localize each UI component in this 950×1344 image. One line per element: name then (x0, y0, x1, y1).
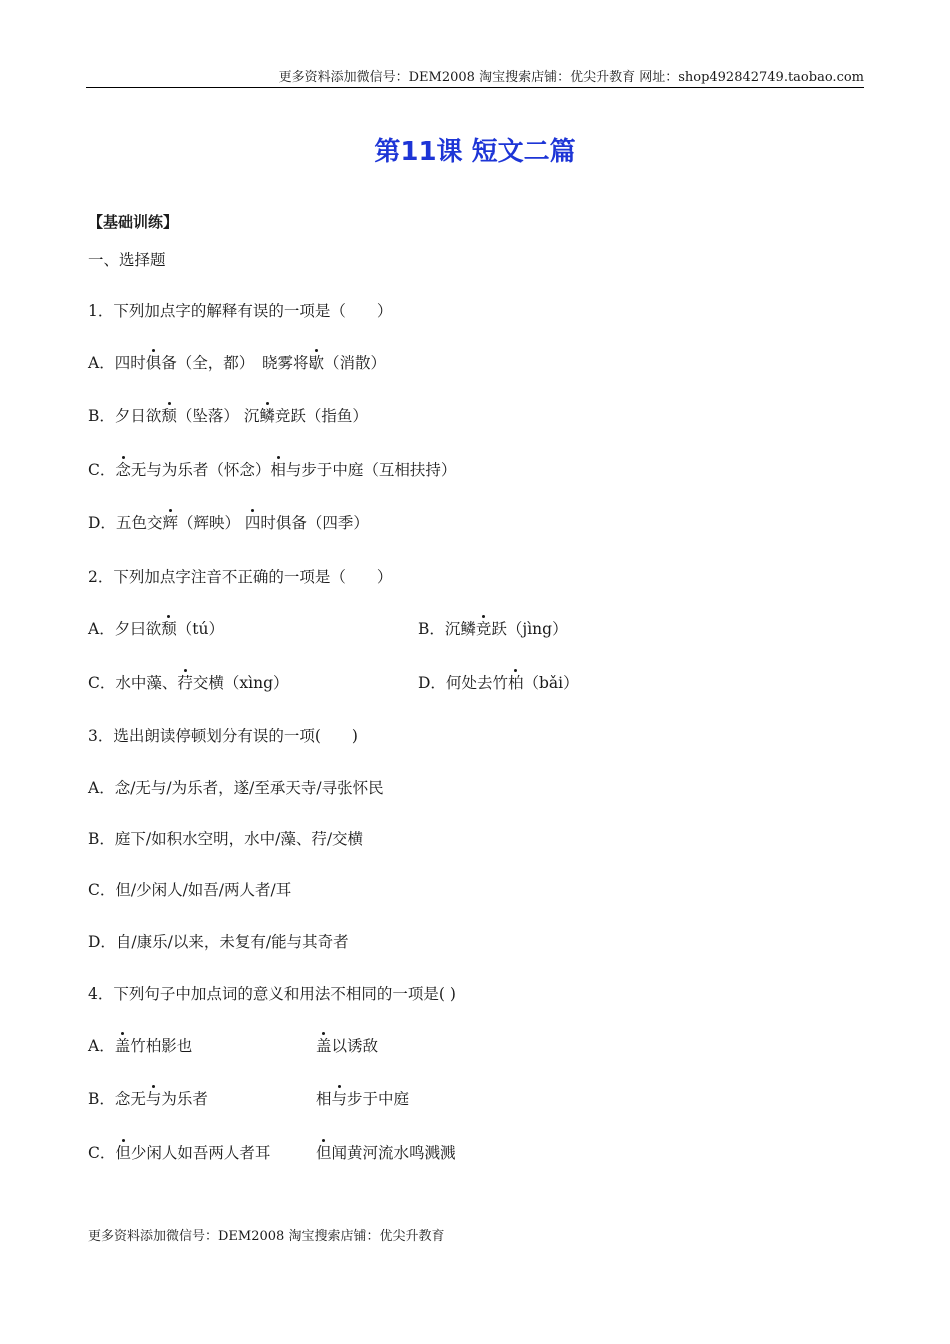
dotted-char: 与 (145, 1090, 162, 1108)
lesson-title: 第11课 短文二篇 (374, 137, 576, 167)
dotted-char: 但 (316, 1144, 332, 1162)
q3-option-a[interactable]: A．念/无与/为乐者，遂/至承天寺/寻张怀民 (88, 779, 384, 797)
q4-stem: 4．下列句子中加点词的意义和用法不相同的一项是( ) (88, 985, 456, 1003)
dotted-char: 颓 (161, 407, 177, 425)
option-letter: A． (88, 620, 115, 638)
q2-option-c[interactable]: C．水中藻、荇交横（xìng） (88, 674, 289, 692)
q4-option-a-second: 盖以诱敌 (316, 1037, 379, 1055)
page-footer: 更多资料添加微信号：DEM2008 淘宝搜索店铺：优尖升教育 (88, 1229, 445, 1244)
dotted-char: 念 (115, 461, 131, 479)
dotted-char: 颓 (161, 620, 177, 638)
q1-option-a[interactable]: A．四时俱备（全，都） 晓雾将歇（消散） (88, 354, 387, 372)
dotted-char: 盖 (114, 1037, 131, 1055)
q4-option-b[interactable]: B．念无与为乐者 (88, 1090, 208, 1108)
dotted-char: 柏 (507, 674, 524, 692)
q4-option-a[interactable]: A．盖竹柏影也 (88, 1037, 193, 1055)
q3-option-b[interactable]: B．庭下/如积水空明，水中/藻、荇/交横 (88, 830, 364, 848)
option-letter: A． (88, 1037, 115, 1055)
q2-option-a[interactable]: A．夕曰欲颓（tú） (88, 620, 224, 638)
q4-option-c[interactable]: C．但少闲人如吾两人者耳 (88, 1144, 271, 1162)
dotted-char: 相 (270, 461, 286, 479)
part-heading: 一、选择题 (88, 251, 166, 269)
q2-option-d[interactable]: D．何处去竹柏（bǎi） (418, 674, 579, 692)
q3-stem: 3．选出朗读停顿划分有误的一项( ) (88, 727, 358, 745)
q4-option-b-second: 相与步于中庭 (316, 1090, 410, 1108)
option-letter: A． (88, 354, 115, 372)
option-letter: C． (88, 674, 116, 692)
q2-stem: 2．下列加点字注音不正确的一项是（ ） (88, 568, 393, 586)
option-letter: C． (88, 1144, 116, 1162)
q1-option-b[interactable]: B．夕日欲颓（坠落） 沉鳞竞跃（指鱼） (88, 407, 368, 425)
option-letter: C． (88, 461, 116, 479)
q3-option-c[interactable]: C．但/少闲人/如吾/两人者/耳 (88, 881, 292, 899)
dotted-char: 竞 (475, 620, 492, 638)
section-heading: 【基础训练】 (88, 213, 179, 231)
dotted-char: 荇 (177, 674, 193, 692)
option-letter: B． (88, 1090, 115, 1108)
option-letter: B． (418, 620, 445, 638)
header-rule (86, 87, 864, 88)
q1-option-c[interactable]: C．念无与为乐者（怀念）相与步于中庭（互相扶持） (88, 461, 457, 479)
dotted-char: 辉 (162, 514, 178, 532)
q1-stem: 1．下列加点字的解释有误的一项是（ ） (88, 302, 393, 320)
dotted-char: 俱 (145, 354, 162, 372)
dotted-char: 鳞 (259, 407, 275, 425)
dotted-char: 与 (331, 1090, 348, 1108)
dotted-char: 盖 (316, 1037, 332, 1055)
option-letter: B． (88, 407, 115, 425)
q1-option-d[interactable]: D．五色交辉（辉映） 四时俱备（四季） (88, 514, 369, 532)
dotted-char: 四 (244, 514, 261, 532)
option-letter: D． (418, 674, 446, 692)
page-header: 更多资料添加微信号：DEM2008 淘宝搜索店铺：优尖升教育 网址：shop492842749.taobao.com (278, 70, 864, 85)
dotted-char: 但 (115, 1144, 131, 1162)
dotted-char: 歇 (308, 354, 325, 372)
q4-option-c-second: 但闻黄河流水鸣溅溅 (316, 1144, 456, 1162)
q2-option-b[interactable]: B．沉鳞竞跃（jìng） (418, 620, 568, 638)
q3-option-d[interactable]: D．自/康乐/以来，未复有/能与其奇者 (88, 933, 349, 951)
option-letter: D． (88, 514, 116, 532)
